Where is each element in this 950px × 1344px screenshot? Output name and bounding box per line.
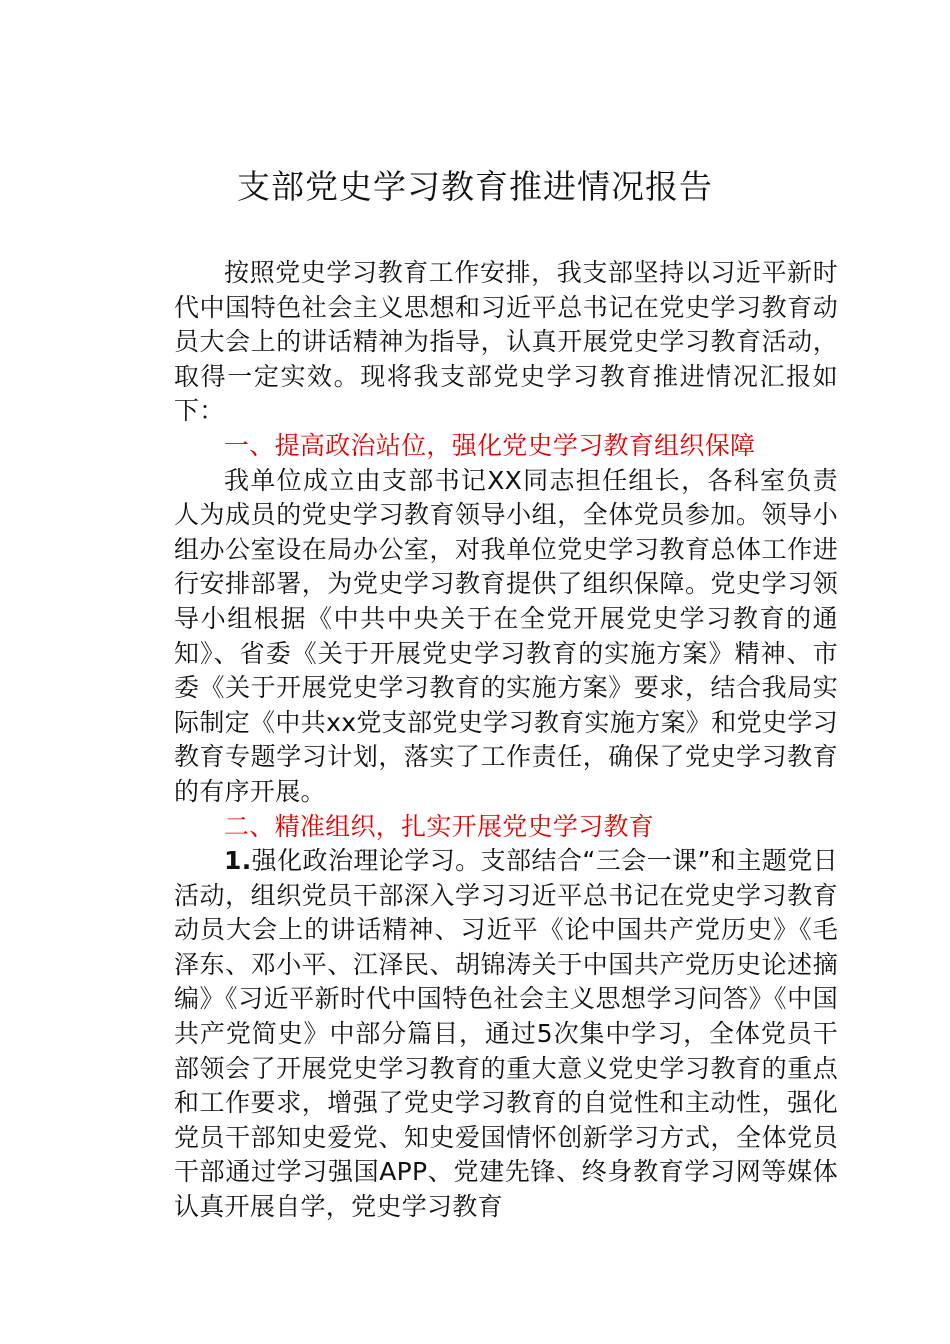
section-1-heading: 一、提高政治站位，强化党史学习教育组织保障	[224, 430, 756, 460]
section-2-heading: 二、精准组织，扎实开展党史学习教育	[224, 811, 655, 841]
document-body	[174, 256, 838, 1225]
document-title: 支部党史学习教育推进情况报告	[237, 167, 713, 206]
section-1-paragraph: 我单位成立由支部书记XX同志担任组长，各科室负责人为成员的党史学习教育领导小组，全体党员参加。领导小组办公室设在局办公室，对我单位党史学习教育总体工作进行安排部署，为党史学习教育提供了组织保障。党史学习领导小组根据《中共中央关于在全党开展党史学习教育的通知》、省委《关于开展党史学习教育的实施方案》精神、市委《关于开展党史学习教育的实施方案》要求，结合我局实际制定《中共xx党支部党史学习教育实施方案》和党史学习教育专题学习计划，落实了工作责任，确保了党史学习教育的有序开展。	[174, 465, 838, 806]
intro-paragraph: 按照党史学习教育工作安排，我支部坚持以习近平新时代中国特色社会主义思想和习近平总书记在党史学习教育动员大会上的讲话精神为指导，认真开展党史学习教育活动，取得一定实效。现将我支部党史学习教育推进情况汇报如下：	[174, 258, 838, 426]
item-1-text: 强化政治理论学习。支部结合“三会一课”和主题党日活动，组织党员干部深入学习习近平总书记在党史学习教育动员大会上的讲话精神、习近平《论中国共产党历史》《毛泽东、邓小平、江泽民、胡锦涛关于中国共产党历史论述摘编》《习近平新时代中国特色社会主义思想学习问答》《中国共产党简史》中部分篇目，通过5次集中学习，全体党员干部领会了开展党史学习教育的重大意义党史学习教育的重点和工作要求，增强了党史学习教育的自觉性和主动性，强化党员干部知史爱党、知史爱国情怀创新学习方式，全体党员干部通过学习强国APP、党建先锋、终身教育学习网等媒体认真开展自学，党史学习教育	[174, 846, 838, 1222]
item-1-number: 1.	[224, 846, 252, 876]
item-1-paragraph	[174, 844, 838, 1225]
